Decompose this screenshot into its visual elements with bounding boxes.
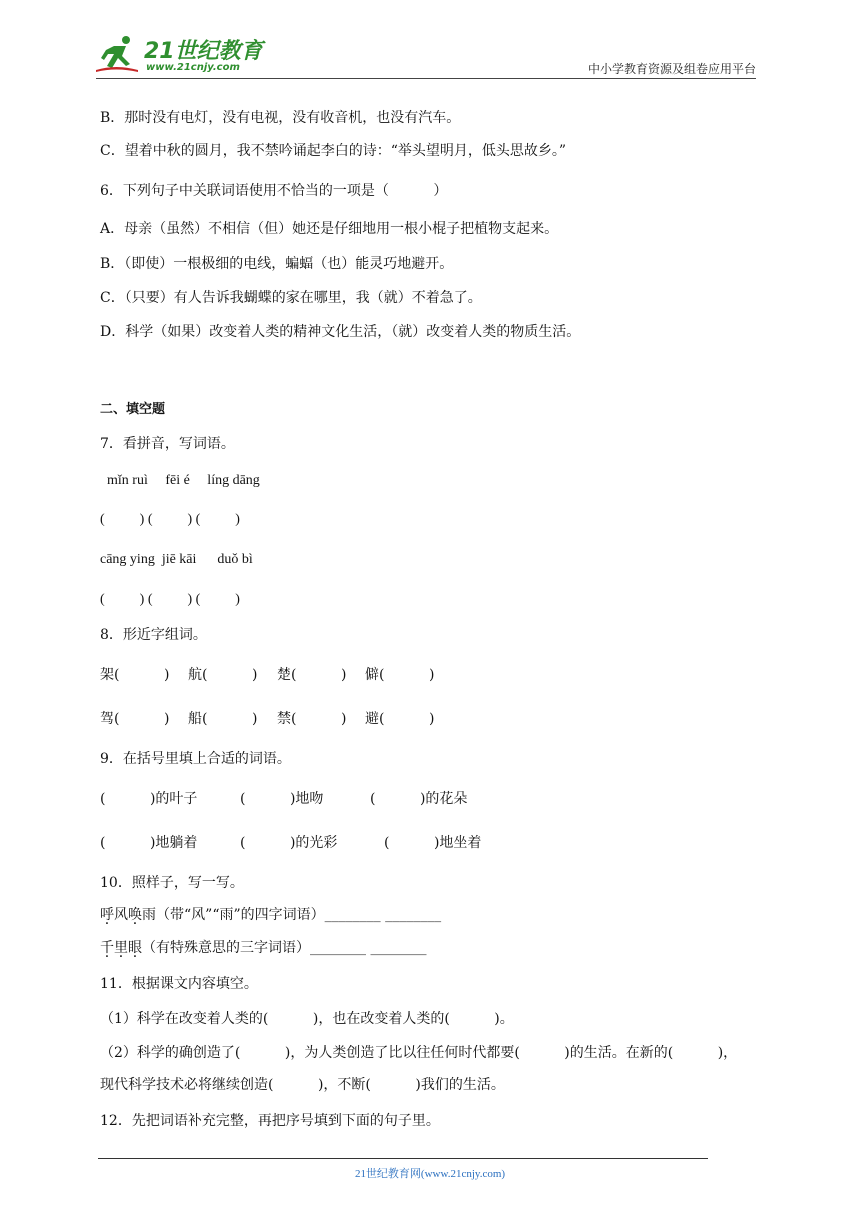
q9-blank: ( )地吻 [240,791,324,807]
q12-question: 12．先把词语补充完整，再把序号填到下面的句子里。 [100,1113,440,1129]
section-title-fill-in: 二、填空题 [100,402,166,417]
footer-link[interactable]: 21世纪教育网(www.21cnjy.com) [354,1168,506,1180]
example-char: 风 [114,907,128,923]
q10-question: 10．照样子，写一写。 [100,875,244,891]
page-header [0,0,860,85]
q6-option-b: B．（即使）一根极细的电线，蝙蝠（也）能灵巧地避开。 [100,256,454,272]
header-divider [96,78,756,79]
logo [96,30,266,80]
q8-blank: 僻( ) [365,667,435,683]
q9-question: 9．在括号里填上合适的词语。 [100,751,291,767]
q8-blank: 禁( ) [277,711,347,727]
emphasis-char: 千 [100,940,114,956]
q10-instruction-1: （带“风”“雨”的四字词语）________ ________ [156,907,442,923]
q8-blank: 避( ) [365,711,435,727]
q7-pinyin-row-2: cāng ying jiē kāi duǒ bì [100,552,253,567]
q9-blank: ( )的光彩 [240,835,338,851]
q9-blank: ( )地躺着 [100,835,198,851]
q10-instruction-2: （有特殊意思的三字词语）________ ________ [142,940,427,956]
runner-logo-icon [96,34,140,74]
q5-option-b: B．那时没有电灯，没有电视，没有收音机，也没有汽车。 [100,110,461,126]
q11-part-2: （2）科学的确创造了( )，为人类创造了比以往任何时代都要( )的生活。在新的( )， [100,1045,738,1061]
platform-title: 中小学教育资源及组卷应用平台 [587,62,756,76]
q8-blank: 船( ) [188,711,258,727]
q6-option-d: D．科学（如果）改变着人类的精神文化生活，（就）改变着人类的物质生活。 [100,324,581,340]
q5-option-c: C．望着中秋的圆月，我不禁吟诵起李白的诗：“举头望明月，低头思故乡。” [100,143,567,159]
q6-option-a: A．母亲（虽然）不相信（但）她还是仔细地用一根小棍子把植物支起来。 [100,221,559,237]
q11-part-2-cont: 现代科学技术必将继续创造( )，不断( )我们的生活。 [100,1077,505,1093]
emphasis-char: 呼 [100,907,114,923]
q8-blank: 架( ) [100,667,170,683]
emphasis-char: 眼 [128,940,142,956]
q9-blank: ( )的叶子 [100,791,198,807]
q9-blank: ( )的花朵 [370,791,468,807]
q11-question: 11．根据课文内容填空。 [100,976,258,992]
emphasis-char: 里 [114,940,128,956]
q8-blank: 楚( ) [277,667,347,683]
q7-question: 7．看拼音，写词语。 [100,436,235,452]
q6-question: 6．下列句子中关联词语使用不恰当的一项是（ ） [100,183,448,199]
q11-part-1: （1）科学在改变着人类的( )，也在改变着人类的( )。 [100,1011,514,1027]
footer-divider [98,1158,708,1159]
emphasis-char: 唤 [128,907,142,923]
logo-text: 21世纪教育 [144,39,263,64]
q9-blank: ( )地坐着 [384,835,482,851]
q7-pinyin-row-1: mǐn ruì fēi é líng dāng [100,473,260,488]
q7-blanks-row-1: ( ) ( ) ( ) [100,512,240,527]
logo-url: www.21cnjy.com [146,62,240,73]
q7-blanks-row-2: ( ) ( ) ( ) [100,592,240,607]
example-char: 雨 [142,907,156,923]
q8-blank: 航( ) [188,667,258,683]
q6-option-c: C．（只要）有人告诉我蝴蝶的家在哪里，我（就）不着急了。 [100,290,482,306]
q10-example-1 [100,904,441,924]
q10-example-2 [100,937,426,957]
q8-question: 8．形近字组词。 [100,627,207,643]
q8-blank: 驾( ) [100,711,170,727]
